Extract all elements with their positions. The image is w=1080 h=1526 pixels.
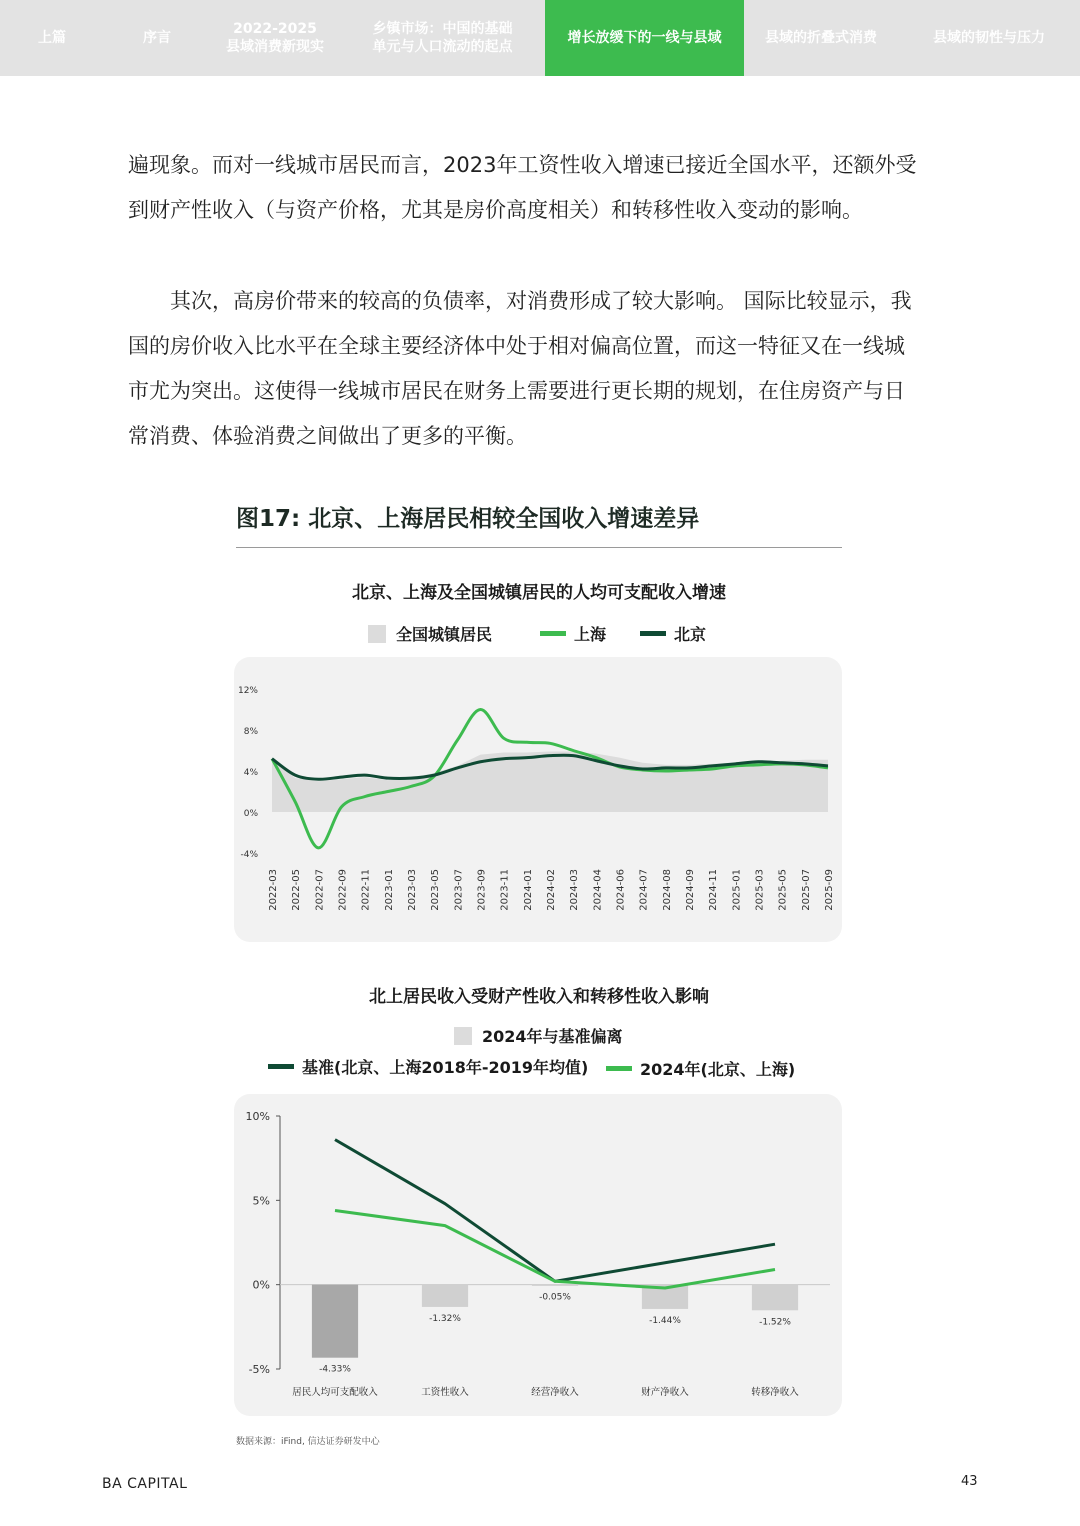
x-tick-label: 2023-05 bbox=[430, 869, 442, 911]
chart-2-legend-baseline: 基准(北京、上海2018年-2019年均值) bbox=[268, 1055, 588, 1078]
paragraph-2-line-4: 常消费、体验消费之间做出了更多的平衡。 bbox=[128, 424, 527, 448]
x-tick-label: 2024-02 bbox=[546, 869, 557, 911]
x-tick-label: 2022-09 bbox=[337, 869, 349, 911]
bar-value-label: -0.05% bbox=[539, 1292, 571, 1303]
legend-swatch-beijing bbox=[640, 631, 666, 636]
x-tick-label: 2023-11 bbox=[499, 869, 511, 911]
x-tick-label: 2023-07 bbox=[453, 869, 465, 911]
tab-preface[interactable]: 序言 bbox=[143, 30, 171, 46]
tab-folded-consumption[interactable]: 县域的折叠式消费 bbox=[765, 30, 877, 46]
chart-1-legend-national: 全国城镇居民 bbox=[368, 622, 492, 645]
bar-deviation bbox=[532, 1285, 578, 1286]
paragraph-1-line-2: 到财产性收入（与资产价格，尤其是房价高度相关）和转移性收入变动的影响。 bbox=[128, 198, 863, 222]
legend-swatch-baseline bbox=[268, 1064, 294, 1069]
x-tick-label: 2025-01 bbox=[731, 869, 743, 911]
legend-swatch-2024 bbox=[606, 1066, 632, 1071]
x-tick-label: 2024-09 bbox=[685, 869, 696, 911]
data-source-note: 数据来源：iFind, 信达证券研发中心 bbox=[236, 1437, 380, 1447]
category-label: 经营净收入 bbox=[531, 1387, 579, 1398]
x-tick-label: 2024-07 bbox=[638, 869, 650, 911]
chart-1-panel bbox=[234, 657, 842, 942]
y-tick-label: -4% bbox=[240, 850, 258, 860]
page-number: 43 bbox=[961, 1474, 978, 1489]
x-tick-label: 2025-09 bbox=[824, 869, 835, 911]
x-tick-label: 2024-11 bbox=[708, 869, 720, 911]
category-label: 转移净收入 bbox=[751, 1387, 799, 1398]
x-tick-label: 2023-01 bbox=[383, 869, 395, 911]
paragraph-2-line-1: 其次，高房价带来的较高的负债率，对消费形成了较大影响。 国际比较显示，我 bbox=[170, 289, 912, 313]
figure-divider bbox=[236, 547, 842, 548]
x-tick-label: 2023-09 bbox=[476, 869, 488, 911]
chart-1-income-growth bbox=[234, 657, 842, 942]
tab-part-one[interactable]: 上篇 bbox=[38, 30, 66, 46]
y-tick-label: 10% bbox=[245, 1110, 270, 1123]
x-tick-label: 2024-01 bbox=[522, 869, 534, 911]
x-tick-label: 2024-04 bbox=[592, 869, 604, 911]
y-tick-label: 4% bbox=[243, 768, 258, 778]
y-tick-label: 5% bbox=[252, 1194, 270, 1208]
tab-township-market[interactable]: 乡镇市场：中国的基础 单元与人口流动的起点 bbox=[372, 21, 513, 55]
bar-value-label: -1.52% bbox=[759, 1317, 791, 1328]
y-tick-label: 8% bbox=[243, 727, 258, 737]
paragraph-2-line-2: 国的房价收入比水平在全球主要经济体中处于相对偏高位置，而这一特征又在一线城 bbox=[128, 334, 905, 358]
figure-title: 图17: 北京、上海居民相较全国收入增速差异 bbox=[236, 506, 700, 532]
paragraph-1-line-1: 遍现象。而对一线城市居民而言，2023年工资性收入增速已接近全国水平，还额外受 bbox=[128, 153, 917, 177]
y-tick-label: 12% bbox=[237, 686, 258, 696]
x-tick-label: 2022-05 bbox=[291, 869, 303, 911]
category-label: 财产净收入 bbox=[641, 1387, 689, 1398]
brand-name: BA CAPITAL bbox=[102, 1476, 188, 1492]
tab-resilience-pressure[interactable]: 县域的韧性与压力 bbox=[933, 30, 1045, 46]
x-tick-label: 2024-06 bbox=[615, 869, 627, 911]
x-tick-label: 2025-03 bbox=[754, 869, 766, 911]
tab-county-consumption-reality[interactable]: 2022-2025 县域消费新现实 bbox=[226, 21, 324, 55]
category-label: 工资性收入 bbox=[421, 1387, 469, 1398]
legend-swatch-deviation bbox=[454, 1027, 472, 1045]
x-tick-label: 2025-07 bbox=[800, 869, 812, 911]
y-tick-label: 0% bbox=[243, 809, 258, 819]
bar-deviation bbox=[752, 1285, 798, 1311]
x-tick-label: 2024-03 bbox=[569, 869, 581, 911]
series-line-2024 bbox=[335, 1210, 775, 1288]
chart-1-legend-beijing: 北京 bbox=[640, 622, 706, 645]
bar-value-label: -1.44% bbox=[649, 1315, 681, 1326]
chart-1-title: 北京、上海及全国城镇居民的人均可支配收入增速 bbox=[352, 583, 726, 603]
chart-2-panel bbox=[234, 1094, 842, 1416]
y-tick-label: -5% bbox=[248, 1363, 270, 1376]
chart-2-title: 北上居民收入受财产性收入和转移性收入影响 bbox=[369, 987, 709, 1007]
x-tick-label: 2023-03 bbox=[407, 869, 418, 911]
bar-deviation bbox=[312, 1285, 358, 1358]
y-tick-label: 0% bbox=[252, 1278, 270, 1292]
top-navigation bbox=[0, 0, 1080, 76]
chart-1-legend-shanghai: 上海 bbox=[540, 622, 606, 645]
x-tick-label: 2024-08 bbox=[661, 869, 673, 911]
chart-2-legend-deviation: 2024年与基准偏离 bbox=[454, 1024, 623, 1047]
bar-value-label: -1.32% bbox=[429, 1313, 461, 1324]
bar-value-label: -4.33% bbox=[319, 1364, 351, 1375]
category-label: 居民人均可支配收入 bbox=[292, 1387, 378, 1398]
x-tick-label: 2022-07 bbox=[314, 869, 326, 911]
series-area-national bbox=[272, 752, 828, 812]
legend-swatch-national bbox=[368, 625, 386, 643]
tab-first-tier-and-county[interactable]: 增长放缓下的一线与县域 bbox=[545, 0, 744, 76]
chart-2-legend-2024: 2024年(北京、上海) bbox=[606, 1057, 795, 1080]
x-tick-label: 2025-05 bbox=[777, 869, 789, 911]
legend-swatch-shanghai bbox=[540, 631, 566, 636]
series-line-baseline bbox=[335, 1140, 775, 1282]
chart-2-income-components bbox=[234, 1094, 842, 1416]
paragraph-2-line-3: 市尤为突出。这使得一线城市居民在财务上需要进行更长期的规划，在住房资产与日 bbox=[128, 379, 905, 403]
x-tick-label: 2022-11 bbox=[360, 869, 372, 911]
bar-deviation bbox=[422, 1285, 468, 1307]
x-tick-label: 2022-03 bbox=[268, 869, 279, 911]
